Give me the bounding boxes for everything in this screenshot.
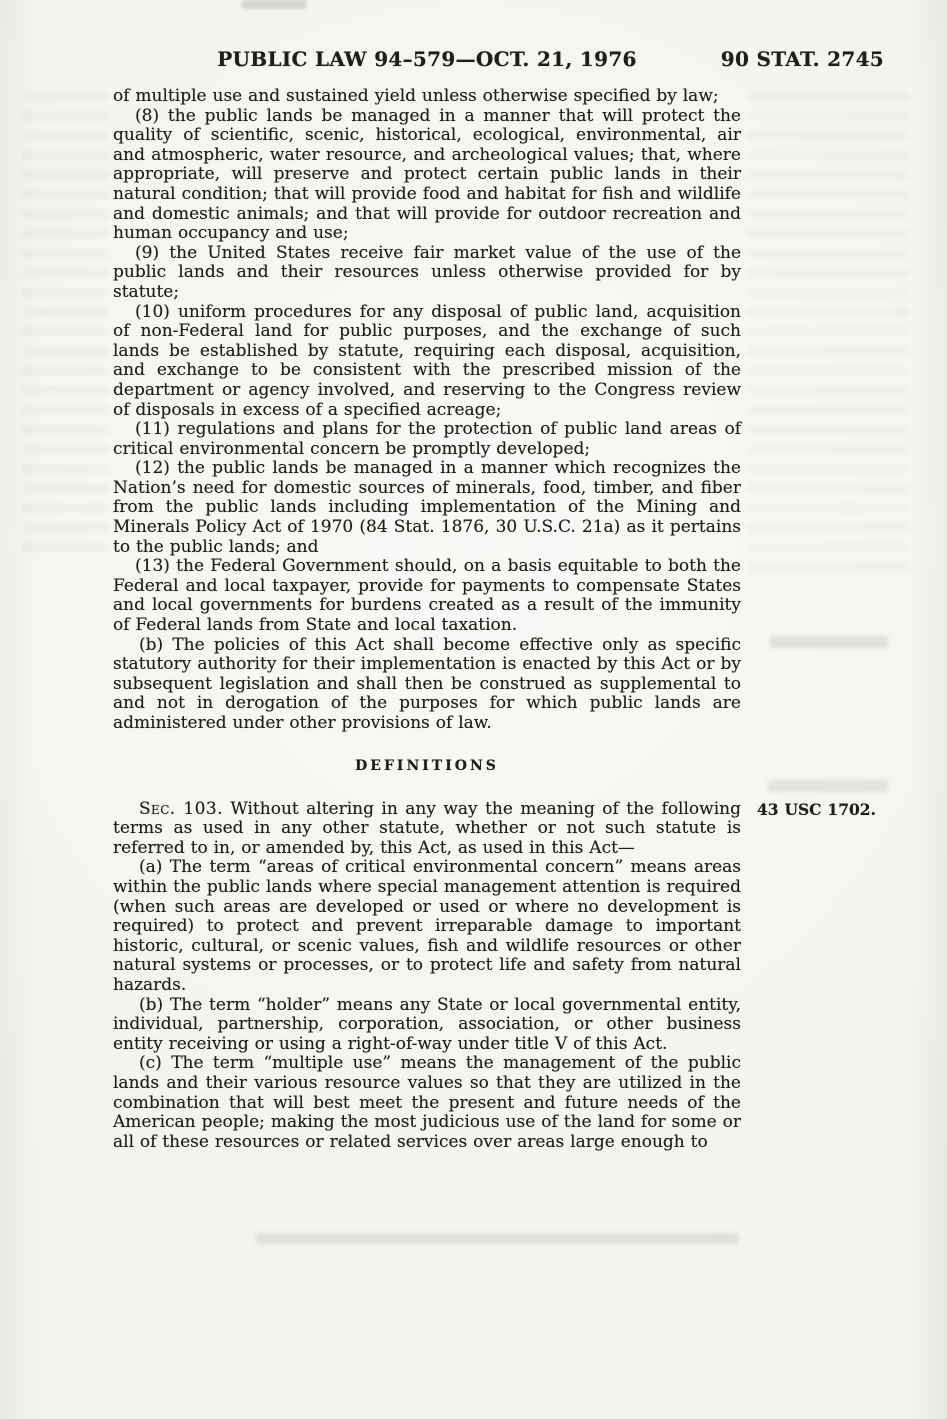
statute-text-column (113, 86, 876, 1152)
section-text: Without altering in any way the meaning of the following terms as used in any other statute, whether or not such statute is referred to in, or amended by, this Act, as used in this Act— (113, 798, 741, 858)
section-label: Sec. 103. (139, 798, 223, 819)
bleed-through-artifact (768, 780, 888, 792)
item-text: the Federal Government should, on a basis equitable to both the Federal and local taxpayer, provide for payments to compensate States and local governments for burdens created as a result of the immunity of Federal lands from State and local taxation. (113, 556, 741, 636)
usc-margin-note: 43 USC 1702. (757, 799, 876, 819)
bleed-through-artifact (256, 1233, 738, 1244)
definitions-heading: DEFINITIONS (355, 757, 499, 774)
definition-term-a (113, 858, 741, 995)
paragraph-label: (b) (139, 634, 164, 655)
item-number: (12) (135, 458, 170, 479)
statute-item-11 (113, 420, 741, 459)
section-103-block (113, 798, 876, 859)
item-number: (11) (135, 419, 170, 440)
item-text: regulations and plans for the protection of public land areas of critical environmental concern be promptly developed; (113, 419, 742, 459)
item-number: (10) (135, 301, 170, 322)
term-text: The term “holder” means any State or local governmental entity, individual, partnership, corporation, association, or other business entity receiving or using a right-of-way under title V of this Act. (113, 994, 741, 1054)
bleed-through-artifact (242, 0, 306, 9)
bleed-through-artifact (22, 92, 108, 562)
item-text: the United States receive fair market value of the use of the public lands and their resources unless otherwise provided for by statute; (113, 242, 742, 302)
paragraph-text: The policies of this Act shall become effective only as specific statutory authority for their implementation is enacted by this Act or by subsequent legislation and shall then be construed as supplemental to and not in derogation of the purposes for which public lands are administered under other provisions of law. (113, 634, 741, 733)
bleed-through-artifact (770, 636, 888, 648)
section-103-paragraph (113, 800, 741, 859)
statute-item-12 (113, 459, 741, 557)
term-label: (b) (139, 994, 164, 1015)
bleed-through-artifact (748, 92, 908, 572)
statute-item-13 (113, 557, 741, 635)
statute-item-10 (113, 303, 741, 421)
statute-item-9 (113, 244, 741, 303)
page-header (113, 46, 884, 74)
law-title: PUBLIC LAW 94–579—OCT. 21, 1976 (217, 47, 637, 71)
term-text: The term “multiple use” means the management of the public lands and their various resource values so that they are utilized in the combination that will best meet the present and future needs of the American people; making the most judicious use of the land for some or all of these resources or related services over areas large enough to (113, 1053, 741, 1152)
item-text: the public lands be managed in a manner that will protect the quality of scientific, scenic, historical, ecological, environmental, air and atmospheric, water resource, and archeological values; that, where appropriate, will preserve and protect certain public lands in their natural condition; that will provide food and habitat for fish and wildlife and domestic animals; and that will provide for outdoor recreation and human occupancy and use; (113, 105, 741, 244)
item-number: (8) (135, 105, 160, 126)
item-text: uniform procedures for any disposal of public land, acquisition of non-Federal land for public purposes, and the exchange of such lands be established by statute, requiring each disposal, acquisition, and exchange to be consistent with the prescribed mission of the department or agency involved, and reserving to the Congress review of disposals in excess of a specified acreage; (113, 301, 742, 420)
item-number: (13) (135, 556, 170, 577)
term-label: (a) (139, 857, 163, 878)
stat-page-citation: 90 STAT. 2745 (720, 47, 884, 71)
term-text: The term “areas of critical environmental concern” means areas within the public lands where special management attention is required (when such areas are developed or used or where no development is required) to protect and prevent irreparable damage to important historic, cultural, or scenic values, fish and wildlife resources or other natural systems or processes, or to protect life and safety from natural hazards. (113, 857, 742, 995)
term-label: (c) (139, 1053, 162, 1074)
item-number: (9) (135, 242, 160, 263)
policies-paragraph (113, 636, 741, 734)
statute-item-8 (113, 107, 741, 244)
item-text: the public lands be managed in a manner which recognizes the Nation’s need for domestic sources of minerals, food, timber, and fiber from the public lands including implementation of the Mining and Minerals Policy Act of 1970 (84 Stat. 1876, 30 U.S.C. 21a) as it pertains to the public lands; and (113, 458, 741, 557)
definition-term-c (113, 1054, 741, 1152)
continuation-paragraph (113, 87, 741, 107)
definition-term-b (113, 996, 741, 1055)
paragraph-text: of multiple use and sustained yield unless otherwise specified by law; (113, 86, 719, 106)
